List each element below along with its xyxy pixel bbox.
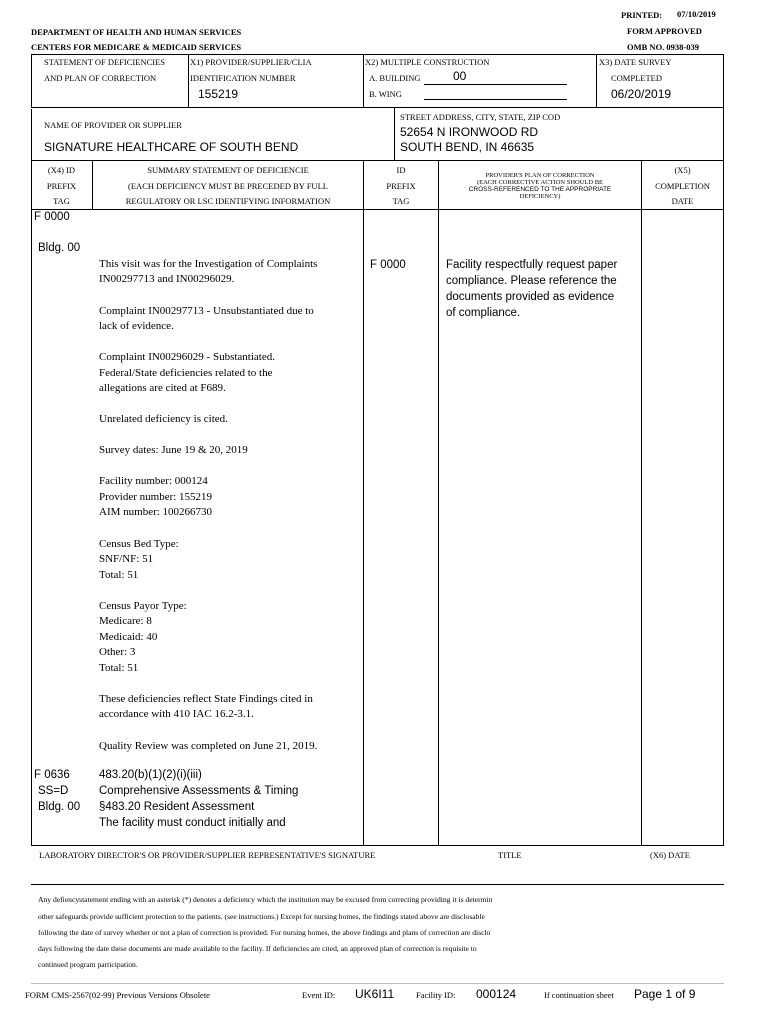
x4-header-3: TAG — [53, 196, 70, 206]
x4-header-2: PREFIX — [46, 181, 77, 191]
summary-para8-line4: Other: 3 — [99, 646, 136, 658]
summary-para8-line1: Census Payor Type: — [99, 600, 187, 612]
footer-page-number: Page 1 of 9 — [634, 987, 696, 1001]
f636-line-4: The facility must conduct initially and — [99, 817, 286, 829]
title-label: TITLE — [498, 850, 522, 860]
summary-header-1: SUMMARY STATEMENT OF DEFICIENCIE — [147, 165, 309, 175]
top-row-bottom — [31, 107, 724, 108]
footer-event-label: Event ID: — [302, 990, 336, 1000]
tag-f0000: F 0000 — [34, 211, 70, 223]
summary-para4-line1: Unrelated deficiency is cited. — [99, 413, 228, 425]
x3-label-2: COMPLETED — [611, 73, 662, 83]
plan-line-2: compliance. Please reference the — [446, 275, 617, 287]
x6-date-label: (X6) DATE — [650, 850, 690, 860]
col-divider-id — [438, 161, 439, 845]
x5-header-1: (X5) — [674, 165, 691, 175]
department-title: DEPARTMENT OF HEALTH AND HUMAN SERVICES — [31, 27, 242, 37]
signature-bottom — [31, 884, 724, 885]
f636-line-2: Comprehensive Assessments & Timing — [99, 785, 299, 797]
divider-address — [394, 107, 395, 161]
f636-line-1: 483.20(b)(1)(2)(i)(iii) — [99, 769, 202, 781]
summary-para2-line1: Complaint IN00297713 - Unsubstantiated due to — [99, 305, 314, 317]
x2-title: X2) MULTIPLE CONSTRUCTION — [365, 57, 490, 67]
id-tag-f0000: F 0000 — [370, 259, 406, 271]
summary-para1-line1: This visit was for the Investigation of Complaints — [99, 258, 318, 270]
summary-para10-line1: Quality Review was completed on June 21, 2019. — [99, 740, 318, 752]
address-line-2: SOUTH BEND, IN 46635 — [400, 140, 535, 154]
plan-line-1: Facility respectfully request paper — [446, 259, 618, 271]
bldg-00-second: Bldg. 00 — [38, 801, 81, 813]
bldg-00-first: Bldg. 00 — [38, 242, 81, 254]
plan-header-3: CROSS-REFERENCED TO THE APPROPRIATE — [468, 186, 612, 193]
disclaimer-line-2: other safeguards provide sufficient protection to the patients. (see instructions.) Except for nursing homes, the findings stated above are disclosable — [38, 912, 485, 921]
f636-line-3: §483.20 Resident Assessment — [99, 801, 255, 813]
omb-number: OMB NO. 0938-039 — [627, 42, 700, 52]
summary-para6-line2: Provider number: 155219 — [99, 491, 213, 503]
centers-title: CENTERS FOR MEDICARE & MEDICAID SERVICES — [31, 42, 242, 52]
signature-label: LABORATORY DIRECTOR'S OR PROVIDER/SUPPLIER REPRESENTATIVE'S SIGNATURE — [39, 850, 376, 860]
frame-left-top — [31, 54, 32, 108]
x5-header-2: COMPLETION — [655, 181, 710, 191]
summary-para3-line3: allegations are cited at F689. — [99, 382, 226, 394]
summary-para8-line3: Medicaid: 40 — [99, 631, 158, 643]
table-top-border — [31, 54, 724, 55]
disclaimer-line-4: days following the date these documents are made available to the facility. If deficiencies are cited, an approved plan of correction is requisite to — [38, 944, 477, 953]
frame-left-body — [31, 161, 32, 845]
provider-bottom — [31, 160, 724, 161]
x1-label-1: X1) PROVIDER/SUPPLIER/CLIA — [190, 57, 312, 67]
plan-header-4: DEFICIENCY) — [519, 193, 561, 200]
form-approved: FORM APPROVED — [627, 26, 702, 36]
footer-continuation: If continuation sheet — [544, 990, 614, 1000]
summary-para7-line1: Census Bed Type: — [99, 538, 179, 550]
building-underline — [424, 84, 567, 85]
id-header-1: ID — [396, 165, 406, 175]
disclaimer-line-5: continued program participation. — [38, 960, 138, 969]
summary-para8-line5: Total: 51 — [99, 662, 139, 674]
footer-facility-label: Facility ID: — [416, 990, 456, 1000]
wing-label: B. WING — [369, 89, 402, 99]
printed-label: PRINTED: — [621, 10, 663, 20]
x4-header-1: (X4) ID — [47, 165, 76, 175]
plan-header-1: PROVIDER'S PLAN OF CORRECTION — [485, 172, 595, 179]
disclaimer-line-3: following the date of survey whether or not a plan of correction is provided. For nursing homes, the above findings and plans of correction are disclo — [38, 928, 491, 937]
footer-event-value: UK6I11 — [355, 987, 395, 1001]
summary-para1-line2: IN00297713 and IN00296029. — [99, 273, 235, 285]
frame-left-provider — [31, 109, 32, 161]
summary-para7-line2: SNF/NF: 51 — [99, 553, 154, 565]
summary-para7-line3: Total: 51 — [99, 569, 139, 581]
plan-line-4: of compliance. — [446, 307, 521, 319]
footer-form: FORM CMS-2567(02-99) Previous Versions Obsolete — [25, 990, 210, 1000]
summary-header-2: (EACH DEFICIENCY MUST BE PRECEDED BY FULL — [128, 181, 328, 191]
tag-ss-d: SS=D — [38, 785, 69, 797]
id-header-3: TAG — [392, 196, 410, 206]
building-value: 00 — [453, 69, 467, 83]
provider-name-label: NAME OF PROVIDER OR SUPPLIER — [44, 120, 182, 130]
tag-f0636: F 0636 — [34, 769, 70, 781]
summary-header-3: REGULATORY OR LSC IDENTIFYING INFORMATION — [125, 196, 331, 206]
provider-name-value: SIGNATURE HEALTHCARE OF SOUTH BEND — [44, 140, 299, 154]
building-label: A. BUILDING — [369, 73, 421, 83]
statement-label-1: STATEMENT OF DEFICIENCIES — [44, 57, 166, 67]
summary-para9-line1: These deficiencies reflect State Findings cited in — [99, 693, 313, 705]
column-header-bottom — [31, 209, 724, 210]
table-bottom-border — [31, 845, 724, 846]
plan-header-2: (EACH CORRECTIVE ACTION SHOULD BE — [476, 179, 604, 186]
address-line-1: 52654 N IRONWOOD RD — [400, 125, 539, 139]
divider-x3 — [596, 54, 597, 108]
wing-underline — [424, 99, 567, 100]
summary-para9-line2: accordance with 410 IAC 16.2-3.1. — [99, 708, 254, 720]
col-divider-plan — [641, 161, 642, 845]
printed-date: 07/10/2019 — [677, 9, 716, 19]
summary-para3-line1: Complaint IN00296029 - Substantiated. — [99, 351, 275, 363]
statement-label-2: AND PLAN OF CORRECTION — [44, 73, 157, 83]
frame-right — [723, 54, 724, 845]
x5-header-3: DATE — [671, 196, 694, 206]
footer-facility-value: 000124 — [476, 987, 517, 1001]
x3-label-1: X3) DATE SURVEY — [599, 57, 672, 67]
summary-para2-line2: lack of evidence. — [99, 320, 174, 332]
summary-para6-line3: AIM number: 100266730 — [99, 506, 213, 518]
address-label: STREET ADDRESS, CITY, STATE, ZIP COD — [400, 112, 561, 122]
summary-para6-line1: Facility number: 000124 — [99, 475, 208, 487]
summary-para5-line1: Survey dates: June 19 & 20, 2019 — [99, 444, 248, 456]
x1-label-2: IDENTIFICATION NUMBER — [190, 73, 296, 83]
col-divider-summary — [363, 161, 364, 845]
footer-rule — [31, 983, 724, 984]
disclaimer-line-1: Any defiencystatement ending with an asterisk (*) denotes a deficiency which the institution may be excused from correcting providing it is determin — [38, 895, 493, 904]
divider-x2 — [363, 54, 364, 108]
divider-x1 — [188, 54, 189, 108]
summary-para3-line2: Federal/State deficiencies related to the — [99, 367, 273, 379]
survey-date-value: 06/20/2019 — [611, 87, 672, 101]
provider-id-value: 155219 — [198, 87, 239, 101]
plan-line-3: documents provided as evidence — [446, 291, 615, 303]
summary-para8-line2: Medicare: 8 — [99, 615, 152, 627]
id-header-2: PREFIX — [386, 181, 416, 191]
